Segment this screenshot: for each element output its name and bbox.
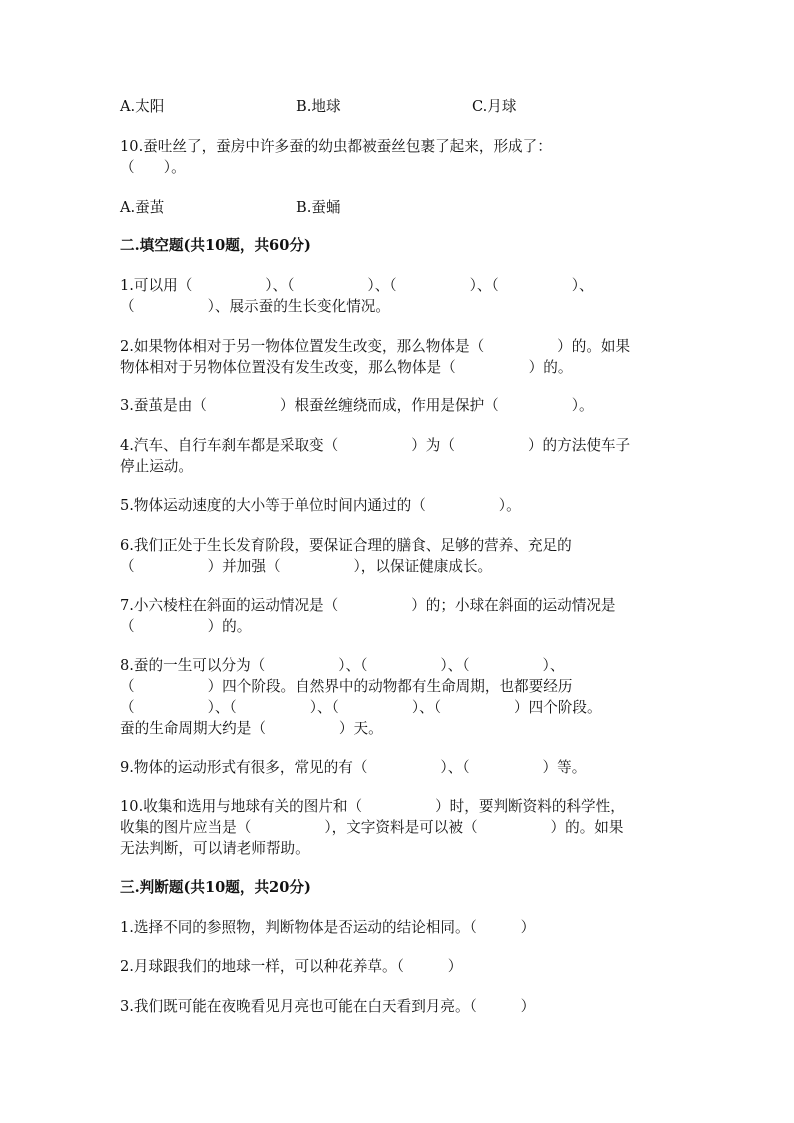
q9-option-b: B.地球 (296, 98, 341, 115)
fill-item-8-line3: （ ）、（ ）、（ ）、（ ）四个阶段。 (120, 699, 602, 716)
fill-item-2-line2: 物体相对于另物体位置没有发生改变，那么物体是（ ）的。 (120, 359, 573, 376)
q9-option-a: A.太阳 (120, 98, 165, 115)
q10-option-a: A.蚕茧 (120, 199, 165, 216)
fill-item-1-line1: 1.可以用（ ）、（ ）、（ ）、（ ）、 (120, 277, 594, 294)
judge-item-3: 3.我们既可能在夜晚看见月亮也可能在白天看到月亮。（ ） (120, 998, 536, 1015)
q9-option-c: C.月球 (472, 98, 517, 115)
fill-item-8-line4: 蚕的生命周期大约是（ ）天。 (120, 720, 383, 737)
fill-item-4-line1: 4.汽车、自行车刹车都是采取变（ ）为（ ）的方法使车子 (120, 437, 631, 454)
fill-item-10-line3: 无法判断，可以请老师帮助。 (120, 840, 310, 857)
fill-item-8-line2: （ ）四个阶段。自然界中的动物都有生命周期，也都要经历 (120, 678, 573, 695)
fill-item-9: 9.物体的运动形式有很多，常见的有（ ）、（ ）等。 (120, 759, 587, 776)
fill-item-6-line1: 6.我们正处于生长发育阶段，要保证合理的膳食、足够的营养、充足的 (120, 537, 572, 554)
q10-text-line2: （ ）。 (120, 159, 186, 176)
fill-item-4-line2: 停止运动。 (120, 458, 193, 475)
section2-title: 二.填空题(共10题，共60分) (120, 237, 311, 254)
q10-option-b: B.蚕蛹 (296, 199, 341, 216)
q10-text-line1: 10.蚕吐丝了，蚕房中许多蚕的幼虫都被蚕丝包裹了起来，形成了： (120, 138, 552, 155)
fill-item-1-line2: （ ）、展示蚕的生长变化情况。 (120, 298, 390, 315)
judge-item-1: 1.选择不同的参照物，判断物体是否运动的结论相同。（ ） (120, 919, 536, 936)
section3-title: 三.判断题(共10题，共20分) (120, 879, 311, 896)
judge-item-2: 2.月球跟我们的地球一样，可以种花养草。（ ） (120, 958, 463, 975)
fill-item-10-line2: 收集的图片应当是（ ），文字资料是可以被（ ）的。如果 (120, 819, 624, 836)
fill-item-2-line1: 2.如果物体相对于另一物体位置发生改变，那么物体是（ ）的。如果 (120, 338, 631, 355)
fill-item-8-line1: 8.蚕的一生可以分为（ ）、（ ）、（ ）、 (120, 657, 565, 674)
fill-item-7-line2: （ ）的。 (120, 618, 252, 635)
fill-item-6-line2: （ ）并加强（ ），以保证健康成长。 (120, 558, 493, 575)
fill-item-3: 3.蚕茧是由（ ）根蚕丝缠绕而成，作用是保护（ ）。 (120, 397, 594, 414)
fill-item-7-line1: 7.小六棱柱在斜面的运动情况是（ ）的；小球在斜面的运动情况是 (120, 597, 616, 614)
fill-item-5: 5.物体运动速度的大小等于单位时间内通过的（ ）。 (120, 497, 521, 514)
fill-item-10-line1: 10.收集和选用与地球有关的图片和（ ）时，要判断资料的科学性， (120, 798, 625, 815)
